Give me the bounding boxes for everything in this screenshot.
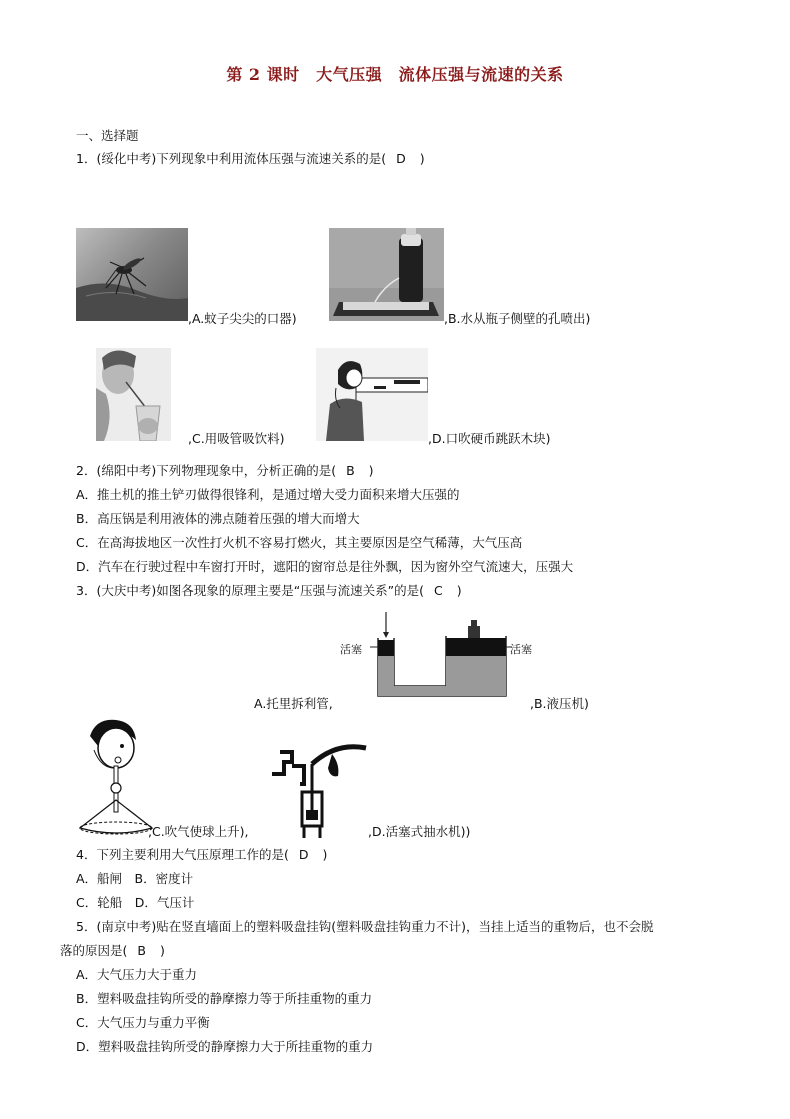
bottle-photo [329, 228, 444, 321]
q5-answer: B [137, 943, 146, 958]
q5-option-a: A．大气压力大于重力 [76, 967, 198, 982]
q4-answer: D [298, 847, 309, 862]
section-heading: 一、选择题 [76, 128, 139, 143]
q5-stem2-text: 落的原因是( [60, 943, 128, 958]
q2-close: ) [368, 463, 374, 478]
q5-option-b: B．塑料吸盘挂钩所受的静摩擦力等于所挂重物的重力 [76, 991, 373, 1006]
q2-option-c: C．在高海拔地区一次性打火机不容易打燃火，其主要原因是空气稀薄，大气压高 [76, 535, 523, 550]
q2-option-b: B．高压锅是利用液体的沸点随着压强的增大而增大 [76, 511, 360, 526]
q1-stem-text: 1．(绥化中考)下列现象中利用流体压强与流速关系的是( [76, 151, 387, 166]
q1-option-b-caption: ,B.水从瓶子侧壁的孔喷出) [444, 311, 591, 326]
q3-close: ) [456, 583, 462, 598]
q2-answer: B [346, 463, 355, 478]
straw-drinking-photo [96, 348, 171, 441]
q1-option-d-caption: ,D.口吹硬币跳跃木块) [428, 431, 551, 446]
q4-options-cd: C．轮船 D．气压计 [76, 895, 195, 910]
q2-stem-text: 2．(绵阳中考)下列物理现象中，分析正确的是( [76, 463, 337, 478]
q4-stem-text: 4．下列主要利用大气压原理工作的是( [76, 847, 289, 862]
piston-pump-illustration [266, 744, 370, 838]
q4-close: ) [322, 847, 328, 862]
q3-option-b-caption: ,B.液压机) [530, 696, 589, 711]
question-1-stem [76, 149, 425, 167]
q3-answer: C [434, 583, 443, 598]
q3-option-a-caption: A.托里拆利管, [254, 696, 333, 711]
q3-option-d-caption: ,D.活塞式抽水机)) [368, 824, 471, 839]
question-3-stem [76, 581, 462, 599]
q1-close: ) [419, 151, 425, 166]
q5-close: ) [159, 943, 165, 958]
question-5-stem-line2 [60, 941, 165, 959]
q2-option-a: A．推土机的推土铲刃做得很锋利，是通过增大受力面积来增大压强的 [76, 487, 460, 502]
q2-option-d: D．汽车在行驶过程中车窗打开时，遮阳的窗帘总是往外飘，因为窗外空气流速大，压强大 [76, 559, 574, 574]
coin-blowing-illustration [316, 348, 428, 441]
question-2-stem [76, 461, 374, 479]
q3-option-c-caption: ,C.吹气使球上升), [148, 824, 249, 839]
q5-option-d: D．塑料吸盘挂钩所受的静摩擦力大于所挂重物的重力 [76, 1039, 374, 1054]
question-5-stem: 5．(南京中考)贴在竖直墙面上的塑料吸盘挂钩(塑料吸盘挂钩重力不计)，当挂上适当的重物后，也不会脱 [76, 919, 654, 934]
q1-answer: D [396, 151, 406, 166]
piston-label-left: 活塞 [340, 643, 362, 656]
question-4-stem [76, 845, 327, 863]
q1-option-c-caption: ,C.用吸管吸饮料) [188, 431, 285, 446]
q1-option-a-caption: ,A.蚊子尖尖的口器) [188, 311, 297, 326]
q4-options-ab: A．船闸 B．密度计 [76, 871, 194, 886]
boy-blowing-ball-illustration [76, 716, 156, 838]
mosquito-photo [76, 228, 188, 321]
piston-label-right: 活塞 [510, 643, 532, 656]
page-title: 第 2 课时 大气压强 流体压强与流速的关系 [226, 65, 564, 84]
q3-stem-text: 3．(大庆中考)如图各现象的原理主要是“压强与流速关系”的是( [76, 583, 425, 598]
q5-option-c: C．大气压力与重力平衡 [76, 1015, 210, 1030]
